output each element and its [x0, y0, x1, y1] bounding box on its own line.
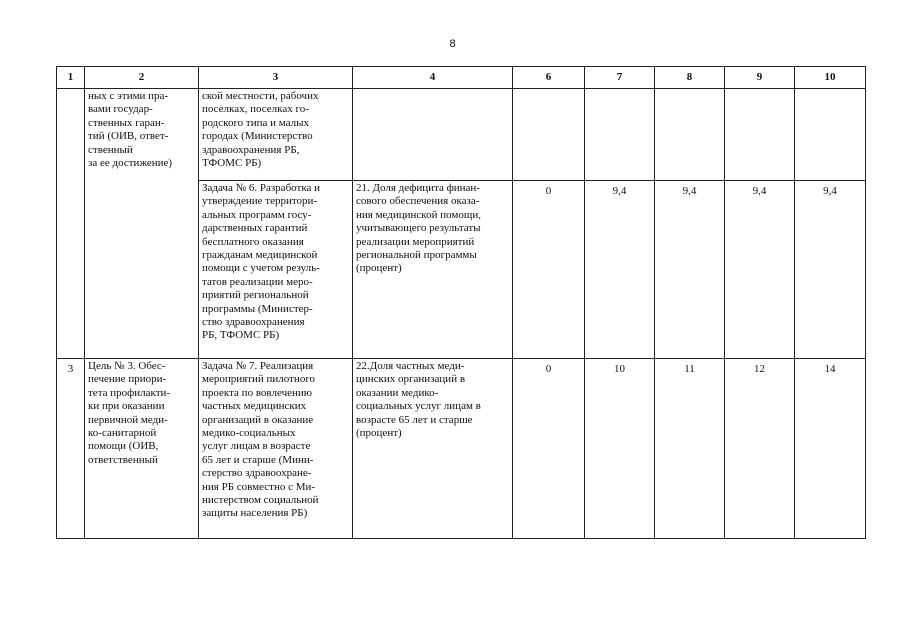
value-cell: 14	[795, 359, 866, 539]
task-cell	[199, 359, 353, 539]
header-col-4: 4	[353, 67, 513, 89]
header-col-3: 3	[199, 67, 353, 89]
header-col-10: 10	[795, 67, 866, 89]
value-cell: 0	[513, 359, 585, 539]
header-col-6: 6	[513, 67, 585, 89]
value-cell: 9,4	[795, 181, 866, 359]
value-cell: 12	[725, 359, 795, 539]
task-text: Задача № 7. Реализация мероприятий пилотного проекта по вовлечению частных медицинских организаций в оказание медико-социальных услуг лицам в возрасте 65 лет и старше (Мини- стерство здравоохране- ния РБ совместно с Ми- нистерством социальной защиты населения РБ)	[202, 360, 319, 520]
indicator-cell	[353, 89, 513, 181]
table-row	[57, 359, 866, 539]
goal-cell	[85, 89, 199, 359]
task-cell	[199, 89, 353, 181]
indicator-cell	[353, 359, 513, 539]
value-cell: 11	[655, 359, 725, 539]
header-col-7: 7	[585, 67, 655, 89]
value-cell	[513, 89, 585, 181]
header-col-2: 2	[85, 67, 199, 89]
value-cell: 0	[513, 181, 585, 359]
header-row	[57, 67, 866, 89]
value-cell	[585, 89, 655, 181]
value-cell: 9,4	[585, 181, 655, 359]
value-cell: 9,4	[725, 181, 795, 359]
goal-text: ных с этими пра- вами государ- ственных гаран- тий (ОИВ, ответ- ственный за ее достижение)	[88, 90, 173, 170]
task-cell	[199, 181, 353, 359]
value-cell: 9,4	[655, 181, 725, 359]
table-row	[57, 89, 866, 181]
value-cell	[795, 89, 866, 181]
goal-text: Цель № 3. Обес- печение приори- тета профилакти- ки при оказании первичной меди- ко-санитарной помощи (ОИВ, ответственный	[88, 360, 171, 466]
header-col-8: 8	[655, 67, 725, 89]
page-number: 8	[449, 38, 456, 50]
task-text: ской местности, рабочих поселках, поселках го- родского типа и малых городах (Министерство здравоохранения РБ, ТФОМС РБ)	[202, 90, 319, 170]
value-cell	[725, 89, 795, 181]
indicator-cell	[353, 181, 513, 359]
goal-cell	[85, 359, 199, 539]
header-col-1: 1	[57, 67, 85, 89]
row-number-cell	[57, 89, 85, 359]
indicators-table	[56, 66, 866, 539]
value-cell	[655, 89, 725, 181]
value-cell: 10	[585, 359, 655, 539]
indicator-text: 22.Доля частных меди- цинских организаций в оказании медико- социальных услуг лицам в возрасте 65 лет и старше (процент)	[356, 360, 481, 440]
task-text: Задача № 6. Разработка и утверждение территори- альных программ госу- дарственных гарантий бесплатного оказания гражданам медицинской помощи с учетом резуль- татов реализации меро- приятий региональной программы (Министер- ство здравоохранения РБ, ТФОМС РБ)	[202, 182, 321, 342]
indicator-text: 21. Доля дефицита финан- сового обеспечения оказа- ния медицинской помощи, учитывающего результаты реализации мероприятий региональной программы (процент)	[356, 182, 481, 275]
row-number-cell: 3	[57, 359, 85, 539]
header-col-9: 9	[725, 67, 795, 89]
